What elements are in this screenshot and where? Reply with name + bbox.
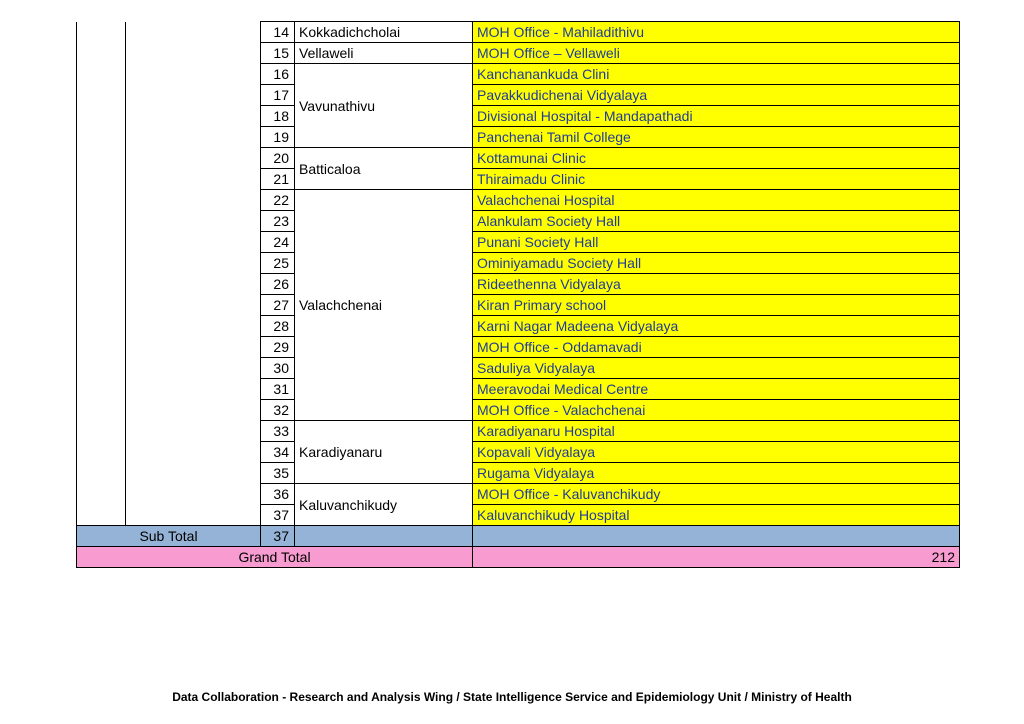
vaccination-center: MOH Office - Mahiladithivu [473,22,960,43]
vaccination-center: MOH Office - Oddamavadi [473,337,960,358]
vaccination-center: MOH Office - Kaluvanchikudy [473,484,960,505]
moh-area: Kaluvanchikudy [295,484,473,526]
vaccination-center: MOH Office – Vellaweli [473,43,960,64]
row-number: 25 [261,253,295,274]
subtotal-row [77,526,960,547]
row-number: 27 [261,295,295,316]
vaccination-center: Kottamunai Clinic [473,148,960,169]
row-number: 18 [261,106,295,127]
vaccination-center: Alankulam Society Hall [473,211,960,232]
subtotal-empty-center [473,526,960,547]
vaccination-center: Kanchanankuda Clini [473,64,960,85]
row-number: 14 [261,22,295,43]
vaccination-center: Kaluvanchikudy Hospital [473,505,960,526]
row-number: 34 [261,442,295,463]
moh-area: Valachchenai [295,190,473,421]
row-number: 17 [261,85,295,106]
row-number: 23 [261,211,295,232]
vaccination-center: Pavakkudichenai Vidyalaya [473,85,960,106]
row-number: 32 [261,400,295,421]
row-number: 21 [261,169,295,190]
row-number: 22 [261,190,295,211]
row-number: 24 [261,232,295,253]
moh-area: Vellaweli [295,43,473,64]
vaccination-center: Panchenai Tamil College [473,127,960,148]
moh-area: Kokkadichcholai [295,22,473,43]
subtotal-label: Sub Total [77,526,261,547]
vaccination-center: Ominiyamadu Society Hall [473,253,960,274]
moh-area: Vavunathivu [295,64,473,148]
moh-area: Batticaloa [295,148,473,190]
vaccination-center: Meeravodai Medical Centre [473,379,960,400]
row-number: 30 [261,358,295,379]
vaccination-center: Saduliya Vidyalaya [473,358,960,379]
blank-col-1 [77,22,126,526]
row-number: 29 [261,337,295,358]
vaccination-centers-table [76,21,960,568]
row-number: 20 [261,148,295,169]
subtotal-value: 37 [261,526,295,547]
row-number: 19 [261,127,295,148]
vaccination-center: Punani Society Hall [473,232,960,253]
vaccination-center: Kopavali Vidyalaya [473,442,960,463]
subtotal-empty-area [295,526,473,547]
vaccination-center: Kiran Primary school [473,295,960,316]
row-number: 35 [261,463,295,484]
vaccination-center: MOH Office - Valachchenai [473,400,960,421]
vaccination-center: Valachchenai Hospital [473,190,960,211]
table-body [77,22,960,526]
vaccination-center: Divisional Hospital - Mandapathadi [473,106,960,127]
row-number: 36 [261,484,295,505]
row-number: 16 [261,64,295,85]
row-number: 33 [261,421,295,442]
row-number: 28 [261,316,295,337]
row-number: 37 [261,505,295,526]
vaccination-center: Rugama Vidyalaya [473,463,960,484]
grandtotal-label: Grand Total [77,547,473,568]
grandtotal-value: 212 [473,547,960,568]
table-row [77,22,960,43]
grandtotal-row [77,547,960,568]
blank-col-2 [126,22,261,526]
row-number: 31 [261,379,295,400]
vaccination-center: Thiraimadu Clinic [473,169,960,190]
row-number: 26 [261,274,295,295]
vaccination-center: Karni Nagar Madeena Vidyalaya [473,316,960,337]
page-footer: Data Collaboration - Research and Analysis Wing / State Intelligence Service and Epidemiology Unit / Ministry of Health [172,690,852,704]
vaccination-center: Karadiyanaru Hospital [473,421,960,442]
moh-area: Karadiyanaru [295,421,473,484]
row-number: 15 [261,43,295,64]
vaccination-center: Rideethenna Vidyalaya [473,274,960,295]
